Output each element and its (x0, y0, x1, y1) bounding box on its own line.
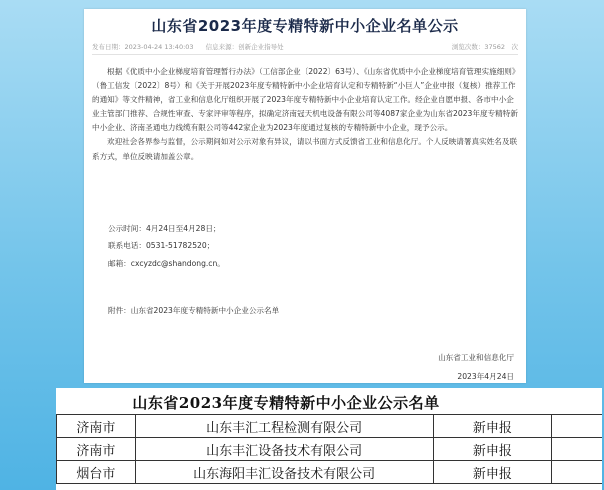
table-row (57, 461, 603, 484)
table-row (57, 438, 603, 461)
type-cell: 新申报 (433, 438, 552, 461)
view-count: 浏览次数：37562 次 (451, 43, 518, 51)
list-title: 山东省2023年度专精特新中小企业公示名单 (132, 394, 440, 412)
company-cell: 山东海阳丰汇设备技术有限公司 (135, 461, 433, 484)
info-source: 信息来源：创新企业指导处 (205, 43, 284, 51)
divider (92, 54, 518, 55)
attachment-link[interactable]: 附件：山东省2023年度专精特新中小企业公示名单 (108, 306, 280, 315)
contact-period: 公示时间：4月24日至4月28日； (108, 224, 221, 233)
contact-phone: 联系电话：0531-51782520； (108, 241, 215, 250)
empty-cell (552, 461, 602, 484)
issuing-organization: 山东省工业和信息化厅 (438, 353, 514, 362)
page-title: 山东省2023年度专精特新中小企业名单公示 (151, 17, 459, 35)
type-cell: 新申报 (433, 415, 552, 438)
publish-date: 发布日期：2023-04-24 13:40:03 (92, 43, 194, 51)
company-table (56, 414, 602, 484)
city-cell: 烟台市 (57, 461, 136, 484)
paragraph-2: 欢迎社会各界参与监督，公示期间如对公示对象有异议，请以书面方式反馈省工业和信息化厅。个人反映请署真实姓名及联系方式，单位反映请加盖公章。 (92, 137, 518, 161)
city-cell: 济南市 (57, 415, 136, 438)
city-cell: 济南市 (57, 438, 136, 461)
document-meta (92, 42, 518, 51)
type-cell: 新申报 (433, 461, 552, 484)
table-row (57, 415, 603, 438)
announcement-body (92, 65, 518, 164)
empty-cell (552, 438, 602, 461)
announcement-document (84, 9, 526, 383)
company-cell: 山东丰汇设备技术有限公司 (135, 438, 433, 461)
company-list (56, 388, 602, 490)
empty-cell (552, 415, 602, 438)
paragraph-1: 根据《优质中小企业梯度培育管理暂行办法》（工信部企业〔2022〕63号）、《山东省优质中小企业梯度培育管理实施细则》（鲁工信发〔2022〕8号）和《关于开展2023年度专精特新中小企业培育认定和专精特新“小巨人”企业申报（复核）推荐工作的通知》等文件精神，省工业和信息化厅组织开展了2023年度专精特新中小企业培育认定工作。经企业自愿申报、各市中小企业主管部门推荐、合规性审查、专家评审等程序，拟确定济南冠天机电设备有限公司等4087家企业为山东省2023年度专精特新中小企业、济南圣通电力线缆有限公司等442家企业为2023年度通过复核的专精特新中小企业，现予公示。 (92, 67, 518, 133)
contact-email: 邮箱：cxcyzdc@shandong.cn。 (108, 259, 225, 268)
company-cell: 山东丰汇工程检测有限公司 (135, 415, 433, 438)
issue-date: 2023年4月24日 (457, 372, 514, 381)
